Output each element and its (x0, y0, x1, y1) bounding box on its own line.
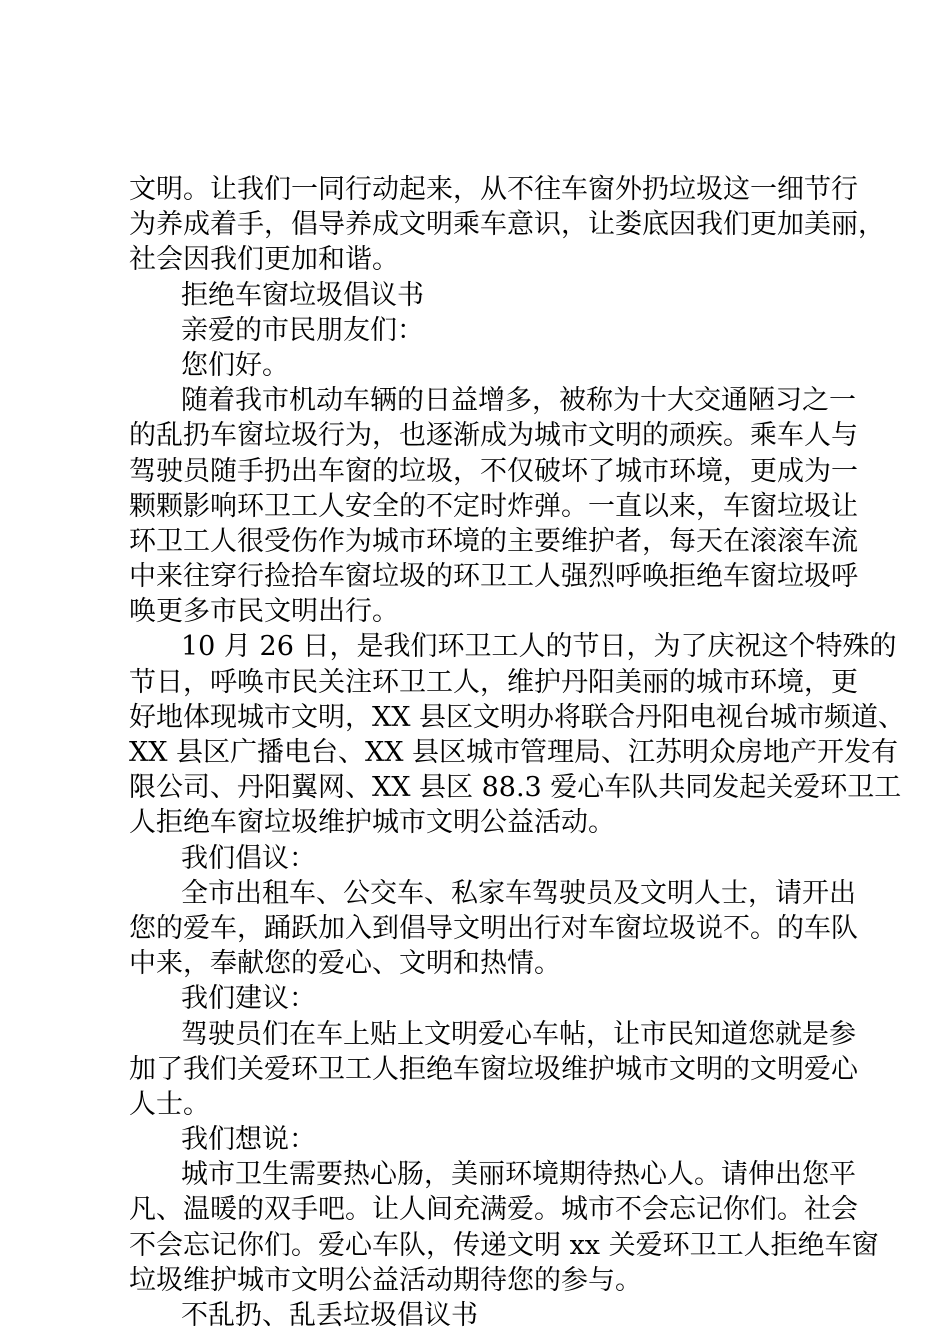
document-line: 亲爱的市民朋友们： (181, 314, 424, 346)
document-line: 为养成着手，倡导养成文明乘车意识，让娄底因我们更加美丽， (129, 209, 885, 241)
document-line: 垃圾维护城市文明公益活动期待您的参与。 (129, 1264, 642, 1296)
document-line: 城市卫生需要热心肠，美丽环境期待热心人。请伸出您平 (181, 1159, 856, 1191)
document-line: 的乱扔车窗垃圾行为，也逐渐成为城市文明的顽疾。乘车人与 (129, 420, 858, 452)
document-line: 不乱扔、乱丢垃圾倡议书 (181, 1300, 478, 1331)
document-line: 全市出租车、公交车、私家车驾驶员及文明人士，请开出 (181, 877, 856, 909)
document-line: 凡、温暖的双手吧。让人间充满爱。城市不会忘记你们。社会 (129, 1194, 858, 1226)
document-line: 随着我市机动车辆的日益增多，被称为十大交通陋习之一 (181, 385, 856, 417)
document-line: 人士。 (129, 1088, 210, 1120)
document-line: 您的爱车，踊跃加入到倡导文明出行对车窗垃圾说不。的车队 (129, 912, 858, 944)
document-line: 10 月 26 日，是我们环卫工人的节日，为了庆祝这个特殊的 (181, 631, 897, 663)
document-line: 人拒绝车窗垃圾维护城市文明公益活动。 (129, 807, 615, 839)
document-line: XX 县区广播电台、XX 县区城市管理局、江苏明众房地产开发有 (129, 737, 899, 768)
document-line: 我们倡议： (181, 842, 316, 874)
document-line: 节日，呼唤市民关注环卫工人，维护丹阳美丽的城市环境，更 (129, 666, 858, 698)
document-line: 您们好。 (181, 349, 289, 381)
document-line: 不会忘记你们。爱心车队，传递文明 xx 关爱环卫工人拒绝车窗 (129, 1229, 879, 1261)
document-line: 限公司、丹阳翼网、XX 县区 88.3 爱心车队共同发起关爱环卫工 (129, 772, 902, 804)
document-line: 驾驶员们在车上贴上文明爱心车帖，让市民知道您就是参 (181, 1018, 856, 1050)
document-line: 中来往穿行捡拾车窗垃圾的环卫工人强烈呼唤拒绝车窗垃圾呼 (129, 561, 858, 593)
document-line: 加了我们关爱环卫工人拒绝车窗垃圾维护城市文明的文明爱心 (129, 1053, 858, 1085)
document-line: 文明。让我们一同行动起来，从不往车窗外扔垃圾这一细节行 (129, 174, 858, 205)
document-body (129, 172, 906, 1333)
document-line: 我们想说： (181, 1124, 316, 1156)
document-line: 环卫工人很受伤作为城市环境的主要维护者，每天在滚滚车流 (129, 525, 858, 557)
document-line: 中来，奉献您的爱心、文明和热情。 (129, 948, 561, 980)
document-line: 颗颗影响环卫工人安全的不定时炸弹。一直以来，车窗垃圾让 (129, 490, 858, 522)
document-line: 唤更多市民文明出行。 (129, 596, 399, 628)
document-line: 驾驶员随手扔出车窗的垃圾，不仅破坏了城市环境，更成为一 (129, 455, 858, 487)
document-line: 社会因我们更加和谐。 (129, 244, 399, 276)
document-line: 拒绝车窗垃圾倡议书 (181, 279, 424, 311)
document-line: 我们建议： (181, 983, 316, 1015)
document-line: 好地体现城市文明，XX 县区文明办将联合丹阳电视台城市频道、 (129, 701, 906, 733)
